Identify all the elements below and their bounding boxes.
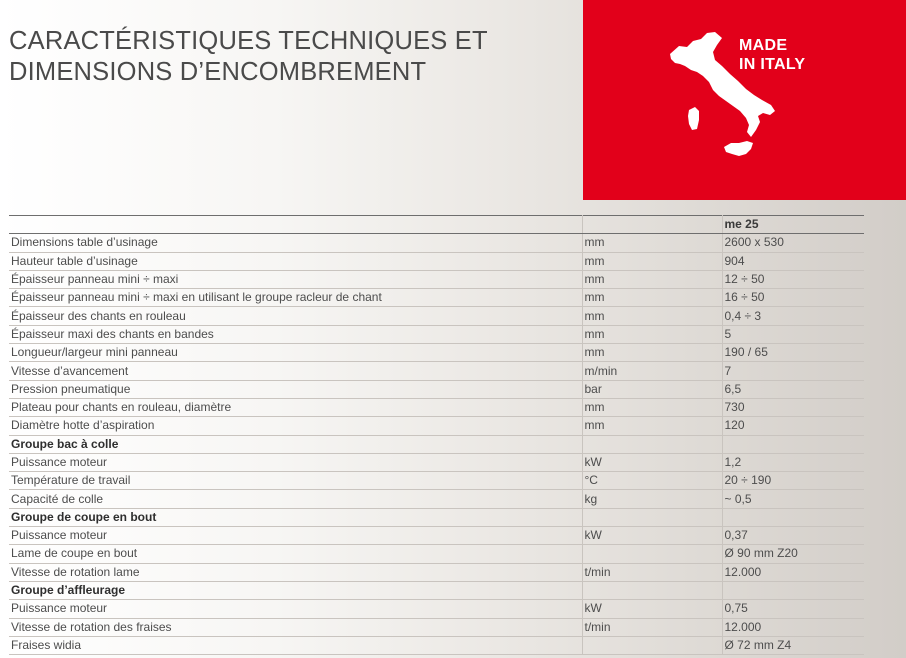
row-unit: mm xyxy=(582,417,722,435)
row-value xyxy=(722,581,864,599)
row-unit: mm xyxy=(582,325,722,343)
badge-line-1: MADE xyxy=(739,37,788,54)
table-row xyxy=(9,380,864,398)
badge-line-2: IN ITALY xyxy=(739,56,806,73)
row-label: Pression pneumatique xyxy=(9,380,582,398)
row-value: 1,2 xyxy=(722,453,864,471)
table-row xyxy=(9,453,864,471)
row-value: 12.000 xyxy=(722,618,864,636)
row-unit: bar xyxy=(582,380,722,398)
row-unit: mm xyxy=(582,289,722,307)
table-row xyxy=(9,289,864,307)
row-unit xyxy=(582,508,722,526)
row-label: Groupe bac à colle xyxy=(9,435,582,453)
row-unit: mm xyxy=(582,344,722,362)
page-title xyxy=(9,26,488,88)
row-value: Ø 90 mm Z20 xyxy=(722,545,864,563)
row-label: Puissance moteur xyxy=(9,527,582,545)
row-label: Épaisseur panneau mini ÷ maxi xyxy=(9,270,582,288)
row-label: Épaisseur des chants en rouleau xyxy=(9,307,582,325)
row-label: Épaisseur panneau mini ÷ maxi en utilisant le groupe racleur de chant xyxy=(9,289,582,307)
table-row xyxy=(9,527,864,545)
row-label: Hauteur table d’usinage xyxy=(9,252,582,270)
header-unit-cell xyxy=(582,216,722,234)
row-label: Puissance moteur xyxy=(9,600,582,618)
row-value: 7 xyxy=(722,362,864,380)
row-label: Groupe d’affleurage xyxy=(9,581,582,599)
row-unit xyxy=(582,545,722,563)
section-header-row xyxy=(9,508,864,526)
table-row xyxy=(9,325,864,343)
row-value: 20 ÷ 190 xyxy=(722,472,864,490)
row-value: 12.000 xyxy=(722,563,864,581)
row-value xyxy=(722,435,864,453)
specifications-body xyxy=(9,234,864,655)
row-value: 2600 x 530 xyxy=(722,234,864,252)
row-unit xyxy=(582,636,722,654)
row-label: Puissance moteur xyxy=(9,453,582,471)
row-value: 120 xyxy=(722,417,864,435)
table-row xyxy=(9,307,864,325)
row-value: Ø 72 mm Z4 xyxy=(722,636,864,654)
row-label: Groupe de coupe en bout xyxy=(9,508,582,526)
model-header: me 25 xyxy=(722,216,864,234)
specifications-table xyxy=(9,215,864,655)
row-label: Vitesse d’avancement xyxy=(9,362,582,380)
row-label: Épaisseur maxi des chants en bandes xyxy=(9,325,582,343)
header-label-cell xyxy=(9,216,582,234)
row-value: 190 / 65 xyxy=(722,344,864,362)
row-unit: mm xyxy=(582,307,722,325)
table-row xyxy=(9,417,864,435)
made-in-italy-label xyxy=(739,36,805,74)
row-label: Température de travail xyxy=(9,472,582,490)
table-row xyxy=(9,600,864,618)
row-unit: mm xyxy=(582,270,722,288)
section-header-row xyxy=(9,435,864,453)
row-value: 0,37 xyxy=(722,527,864,545)
row-value: ~ 0,5 xyxy=(722,490,864,508)
row-unit: kW xyxy=(582,600,722,618)
row-unit: kg xyxy=(582,490,722,508)
row-unit: kW xyxy=(582,453,722,471)
table-row xyxy=(9,344,864,362)
row-unit: °C xyxy=(582,472,722,490)
table-row xyxy=(9,490,864,508)
table-row xyxy=(9,270,864,288)
row-label: Vitesse de rotation des fraises xyxy=(9,618,582,636)
section-header-row xyxy=(9,581,864,599)
table-row xyxy=(9,362,864,380)
table-row xyxy=(9,563,864,581)
page-title-line-1: CARACTÉRISTIQUES TECHNIQUES ET xyxy=(9,27,488,55)
table-row xyxy=(9,398,864,416)
row-value: 904 xyxy=(722,252,864,270)
row-label: Vitesse de rotation lame xyxy=(9,563,582,581)
made-in-italy-badge xyxy=(583,0,906,200)
table-row xyxy=(9,234,864,252)
page-title-line-2: DIMENSIONS D’ENCOMBREMENT xyxy=(9,58,427,86)
row-value: 0,4 ÷ 3 xyxy=(722,307,864,325)
row-label: Fraises widia xyxy=(9,636,582,654)
row-unit xyxy=(582,435,722,453)
row-value: 730 xyxy=(722,398,864,416)
row-label: Lame de coupe en bout xyxy=(9,545,582,563)
row-value: 5 xyxy=(722,325,864,343)
row-label: Plateau pour chants en rouleau, diamètre xyxy=(9,398,582,416)
row-unit: kW xyxy=(582,527,722,545)
row-label: Longueur/largeur mini panneau xyxy=(9,344,582,362)
row-unit xyxy=(582,581,722,599)
row-value xyxy=(722,508,864,526)
row-label: Diamètre hotte d’aspiration xyxy=(9,417,582,435)
row-label: Dimensions table d’usinage xyxy=(9,234,582,252)
table-row xyxy=(9,545,864,563)
row-value: 12 ÷ 50 xyxy=(722,270,864,288)
table-header-row xyxy=(9,216,864,234)
table-row xyxy=(9,636,864,654)
row-value: 6,5 xyxy=(722,380,864,398)
row-value: 16 ÷ 50 xyxy=(722,289,864,307)
row-unit: t/min xyxy=(582,563,722,581)
row-unit: m/min xyxy=(582,362,722,380)
row-unit: t/min xyxy=(582,618,722,636)
row-unit: mm xyxy=(582,234,722,252)
table-row xyxy=(9,252,864,270)
table-row xyxy=(9,618,864,636)
row-unit: mm xyxy=(582,398,722,416)
row-label: Capacité de colle xyxy=(9,490,582,508)
row-unit: mm xyxy=(582,252,722,270)
row-value: 0,75 xyxy=(722,600,864,618)
table-row xyxy=(9,472,864,490)
